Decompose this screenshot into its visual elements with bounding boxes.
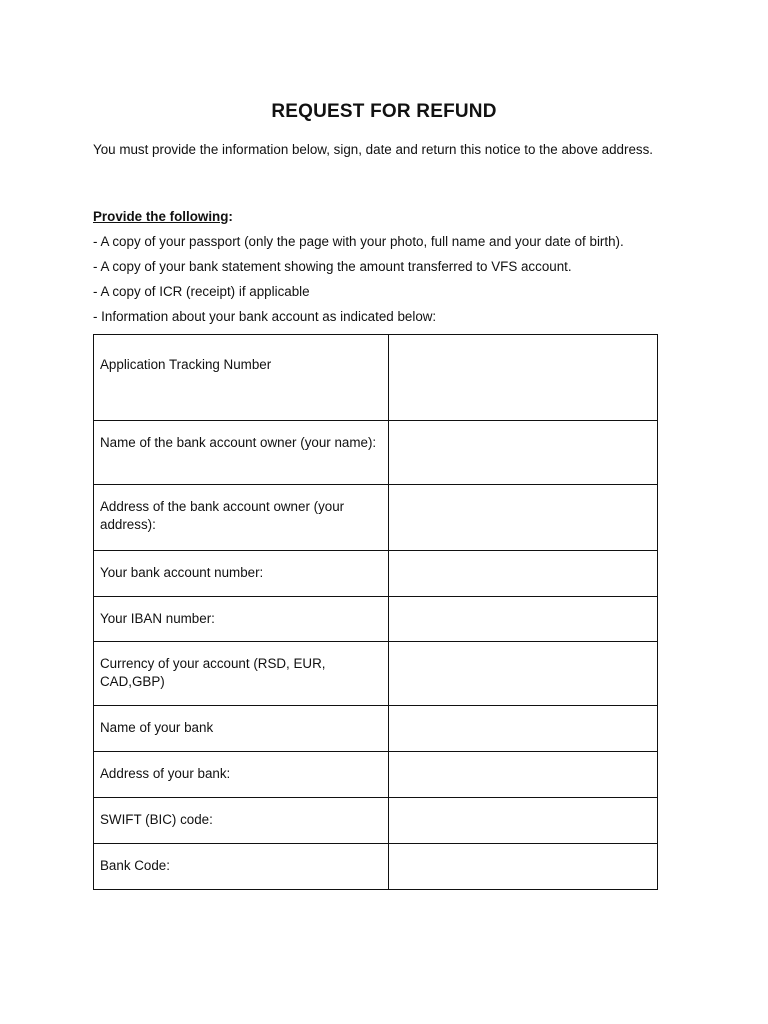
table-row — [94, 597, 658, 642]
intro-text: You must provide the information below, sign, date and return this notice to the above address. — [93, 142, 654, 157]
document-title: REQUEST FOR REFUND — [271, 101, 497, 122]
field-application-tracking-number[interactable] — [389, 335, 658, 421]
table-row — [94, 844, 658, 890]
table-row — [94, 798, 658, 844]
field-account-owner-name[interactable] — [389, 421, 658, 485]
requirement-item-passport: - A copy of your passport (only the page with your photo, full name and your date of birth). — [93, 234, 624, 249]
row-label-account-owner-address: Address of the bank account owner (your address): — [94, 485, 389, 551]
row-label-bank-address: Address of your bank: — [94, 752, 389, 798]
field-bank-code[interactable] — [389, 844, 658, 890]
row-label-bank-account-number: Your bank account number: — [94, 551, 389, 597]
table-row — [94, 706, 658, 752]
field-iban-number[interactable] — [389, 597, 658, 642]
row-label-iban-number: Your IBAN number: — [94, 597, 389, 642]
row-label-bank-code: Bank Code: — [94, 844, 389, 890]
field-bank-account-number[interactable] — [389, 551, 658, 597]
requirement-item-bank-statement: - A copy of your bank statement showing the amount transferred to VFS account. — [93, 259, 572, 274]
field-swift-bic-code[interactable] — [389, 798, 658, 844]
provide-heading-colon: : — [228, 209, 233, 224]
provide-heading-text: Provide the following — [93, 209, 229, 224]
provide-heading — [93, 209, 233, 224]
table-row — [94, 335, 658, 421]
bank-details-table — [93, 334, 658, 890]
row-label-account-currency: Currency of your account (RSD, EUR, CAD,GBP) — [94, 642, 389, 706]
table-row — [94, 551, 658, 597]
row-label-account-owner-name: Name of the bank account owner (your name): — [94, 421, 389, 485]
field-account-currency[interactable] — [389, 642, 658, 706]
requirement-item-bank-info: - Information about your bank account as indicated below: — [93, 309, 437, 324]
field-account-owner-address[interactable] — [389, 485, 658, 551]
table-row — [94, 485, 658, 551]
field-bank-address[interactable] — [389, 752, 658, 798]
requirement-item-icr-receipt: - A copy of ICR (receipt) if applicable — [93, 284, 310, 299]
row-label-swift-bic-code: SWIFT (BIC) code: — [94, 798, 389, 844]
table-row — [94, 642, 658, 706]
row-label-application-tracking-number: Application Tracking Number — [94, 335, 389, 421]
table-row — [94, 752, 658, 798]
table-row — [94, 421, 658, 485]
row-label-bank-name: Name of your bank — [94, 706, 389, 752]
field-bank-name[interactable] — [389, 706, 658, 752]
